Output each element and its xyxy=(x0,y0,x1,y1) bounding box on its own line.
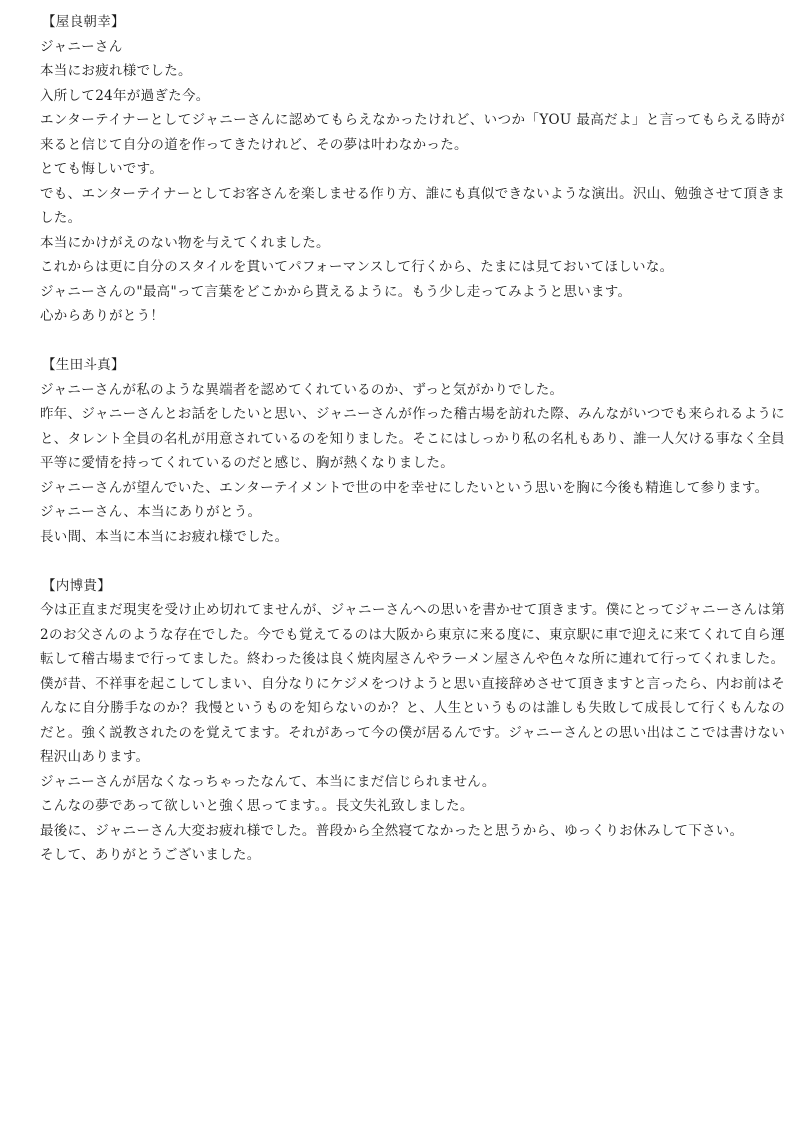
paragraph: ジャニーさん、本当にありがとう。 xyxy=(40,504,262,520)
section-heading: 【屋良朝幸】 xyxy=(42,14,125,30)
section-heading: 【内博貴】 xyxy=(42,577,111,594)
paragraph: ジャニーさんの"最高"って言葉をどこかから貰えるように。もう少し走ってみようと思います。 xyxy=(40,283,632,300)
message-section-uchi xyxy=(40,574,785,868)
paragraph: ジャニーさんが居なくなっちゃったなんて、本当にまだ信じられません。 xyxy=(40,773,496,790)
paragraph: エンターテイナーとしてジャニーさんに認めてもらえなかったけれど、いつか「YOU 最高だよ」と言ってもらえる時が来ると信じて自分の道を作ってきたけれど、その夢は叶わなかった。 xyxy=(40,112,785,153)
paragraph: 本当にかけがえのない物を与えてくれました。 xyxy=(40,234,330,251)
section-heading: 【生田斗真】 xyxy=(42,357,125,373)
paragraph: こんなの夢であって欲しいと強く思ってます。。長文失礼致しました。 xyxy=(40,798,474,814)
paragraph: とても悔しいです。 xyxy=(40,161,164,177)
paragraph: これからは更に自分のスタイルを貫いてパフォーマンスして行くから、たまには見ておいてほしいな。 xyxy=(40,259,674,275)
paragraph: 今は正直まだ現実を受け止め切れてませんが、ジャニーさんへの思いを書かせて頂きます。僕にとってジャニーさんは第2のお父さんのような存在でした。今でも覚えてるのは大阪から東京に来る度に、東京駅に車で迎えに来てくれて自ら運転して稽古場まで行ってました。終わった後は良く焼肉屋さんやラーメン屋さんや色々な所に連れて行ってくれました。 xyxy=(40,602,785,667)
document-page xyxy=(40,10,785,868)
paragraph: 昨年、ジャニーさんとお話をしたいと思い、ジャニーさんが作った稽古場を訪れた際、みんながいつでも来られるようにと、タレント全員の名札が用意されているのを知りました。そこにはしっかり私の名札もあり、誰一人欠ける事なく全員平等に愛情を持ってくれているのだと感じ、胸が熱くなりました。 xyxy=(40,406,785,471)
paragraph: 心からありがとう！ xyxy=(40,308,165,324)
paragraph: ジャニーさんが私のような異端者を認めてくれているのか、ずっと気がかりでした。 xyxy=(40,381,564,398)
paragraph: ジャニーさんが望んでいた、エンターテイメントで世の中を幸せにしたいという思いを胸に今後も精進して参ります。 xyxy=(40,479,769,496)
paragraph: 僕が昔、不祥事を起こしてしまい、自分なりにケジメをつけようと思い直接辞めさせて頂きますと言ったら、内お前はそんなに自分勝手なのか？我慢というものを知らないのか？と、人生というものは誰しも失敗して成長して行くもんなのだと。強く説教されたのを覚えてます。それがあって今の僕が居るんです。ジャニーさんとの思い出はここでは書けない程沢山あります。 xyxy=(40,675,785,765)
message-section-yara xyxy=(40,10,785,329)
paragraph: 本当にお疲れ様でした。 xyxy=(40,63,192,79)
paragraph: ジャニーさん xyxy=(40,38,123,55)
paragraph: そして、ありがとうございました。 xyxy=(40,847,261,863)
message-section-ikuta xyxy=(40,353,785,549)
paragraph: 長い間、本当に本当にお疲れ様でした。 xyxy=(40,528,289,545)
paragraph: 最後に、ジャニーさん大変お疲れ様でした。普段から全然寝てなかったと思うから、ゆっくりお休みして下さい。 xyxy=(40,822,744,839)
paragraph: でも、エンターテイナーとしてお客さんを楽しませる作り方、誰にも真似できないような演出。沢山、勉強させて頂きました。 xyxy=(40,185,785,226)
paragraph: 入所して24年が過ぎた今。 xyxy=(40,87,210,104)
